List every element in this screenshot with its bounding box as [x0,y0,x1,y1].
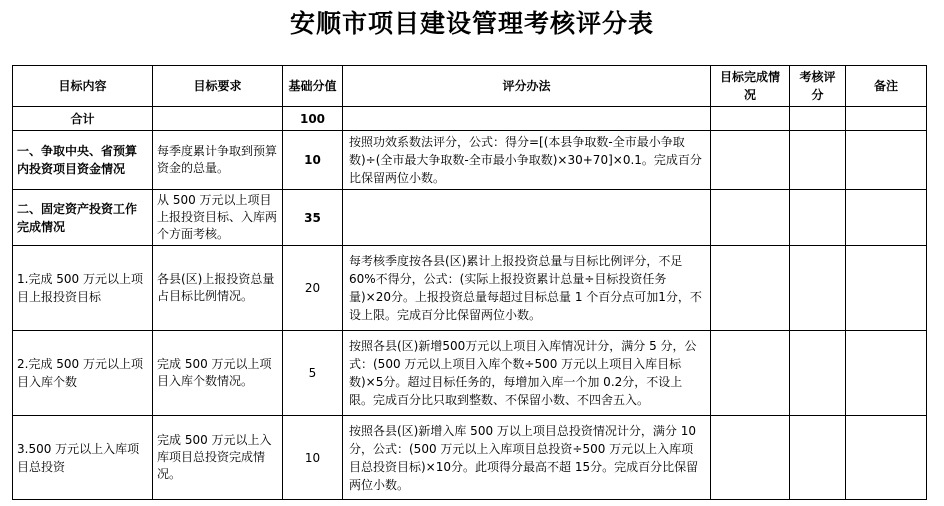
row-method: 按照各县(区)新增500万元以上项目入库情况计分，满分 5 分，公式：(500 万元以上项目入库个数÷500 万元以上项目入库目标数)×5分。超过目标任务的，每增加入库一个加 0.2分，不设上限。完成百分比只取到整数、不保留小数、不四舍五入。 [343,331,711,416]
row-requirement: 完成 500 万元以上项目入库个数情况。 [153,331,283,416]
total-row [13,107,927,131]
header-remark: 备注 [846,66,927,107]
row-content: 一、争取中央、省预算内投资项目资金情况 [13,131,153,190]
row-score: 20 [283,246,343,331]
row-content: 1.完成 500 万元以上项目上报投资目标 [13,246,153,331]
row-content: 2.完成 500 万元以上项目入库个数 [13,331,153,416]
header-requirement: 目标要求 [153,66,283,107]
row-requirement: 各县(区)上报投资总量占目标比例情况。 [153,246,283,331]
row-content: 二、固定资产投资工作完成情况 [13,190,153,246]
row-method: 按照各县(区)新增入库 500 万以上项目总投资情况计分，满分 10 分，公式：(500 万元以上入库项目总投资÷500 万元以上入库项目总投资目标)×10分。此项得分最高不超 15分。完成百分比保留两位小数。 [343,416,711,500]
table-row [13,190,927,246]
assessment-table [12,65,927,500]
table-row [13,246,927,331]
table-row [13,331,927,416]
row-score: 10 [283,131,343,190]
row-method: 每考核季度按各县(区)累计上报投资总量与目标比例评分，不足60%不得分，公式：(实际上报投资累计总量÷目标投资任务量)×20分。上报投资总量每超过目标总量 1 个百分点可加1分，不设上限。完成百分比保留两位小数。 [343,246,711,331]
page-title: 安顺市项目建设管理考核评分表 [289,9,654,38]
row-content: 3.500 万元以上入库项目总投资 [13,416,153,500]
table-row [13,131,927,190]
header-base-score: 基础分值 [283,66,343,107]
table-row [13,416,927,500]
header-content: 目标内容 [13,66,153,107]
header-method: 评分办法 [343,66,711,107]
total-label: 合计 [13,107,153,131]
row-requirement: 每季度累计争取到预算资金的总量。 [153,131,283,190]
row-method [343,190,711,246]
header-completion: 目标完成情况 [711,66,790,107]
total-score: 100 [283,107,343,131]
row-score: 10 [283,416,343,500]
header-assessment: 考核评分 [790,66,846,107]
row-score: 5 [283,331,343,416]
row-method: 按照功效系数法评分，公式：得分=[(本县争取数-全市最小争取数)÷(全市最大争取数-全市最小争取数)×30+70]×0.1。完成百分比保留两位小数。 [343,131,711,190]
row-requirement: 从 500 万元以上项目上报投资目标、入库两个方面考核。 [153,190,283,246]
header-row [13,66,927,107]
row-score: 35 [283,190,343,246]
row-requirement: 完成 500 万元以上入库项目总投资完成情况。 [153,416,283,500]
